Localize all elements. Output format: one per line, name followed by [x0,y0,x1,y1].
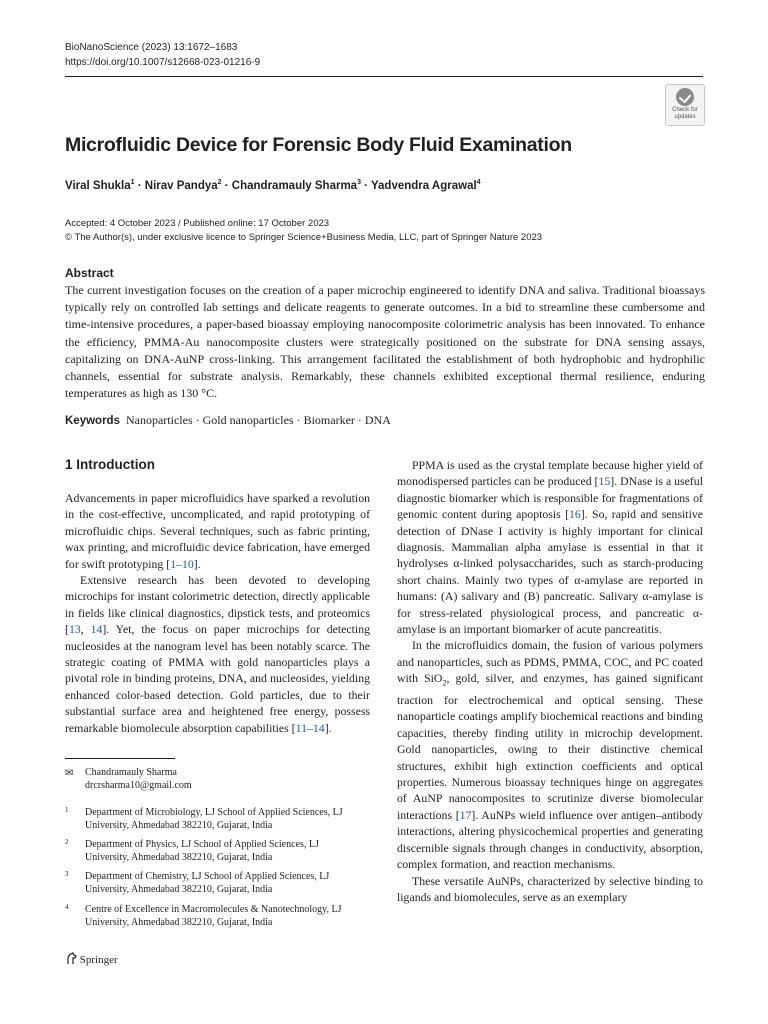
keywords [65,413,391,428]
affiliation-number: 1 [65,806,69,814]
publisher-footer [65,952,118,966]
paragraph: Advancements in paper microfluidics have sparked a revolution in the cost-effective, uncomplicated, and rapid prototyping of microfluidic chips. Several techniques, such as fabric printing, wax printing, and microfluidic device fabrication, have emerged for swift prototyping [1–10]. [65,491,370,571]
publisher-name: Springer [79,954,118,966]
publication-dates: Accepted: 4 October 2023 / Published online: 17 October 2023 [65,218,330,229]
subscript: 2 [442,678,447,688]
springer-horse-icon [65,952,77,965]
keywords-label: Keywords [65,415,120,427]
citation-link[interactable]: 16 [569,507,581,522]
author-affil-sup: 3 [357,179,361,186]
citation-link[interactable]: 1–10 [170,556,194,571]
paragraph: Extensive research has been devoted to developing microchips for instant colorimetric detection, directly applicable in fields like clinical diagnostics, dipstick tests, and proteomics [13, 14]. Yet, the focus on paper microchips for detecting nucleosides at the nanogram level has been notably scarce. The strategic coating of PMMA with gold nanoparticles plays a pivotal role in binding proteins, DNA, and nucleosides, yielding enhanced color-based detection. Gold particles, due to their substantial surface area and heightened free energy, possess remarkable biomolecule absorption capabilities [11–14]. [65,573,370,735]
author-name[interactable]: Yadvendra Agrawal [370,179,477,192]
badge-line1: Check for [672,107,698,113]
envelope-icon: ✉ [65,768,74,779]
author-name[interactable]: Chandramauly Sharma [231,179,358,192]
body-column-right [397,457,703,905]
corresponding-author: Chandramauly Sharma [85,767,177,778]
affiliation-text: Department of Physics, LJ School of Applied Sciences, LJ University, Ahmedabad 382210, Gujarat, India [85,839,319,863]
affiliation [65,806,365,832]
citation-link[interactable]: 15 [598,474,611,489]
header-rule [65,76,703,77]
check-icon [676,88,694,106]
author-separator: · [360,179,371,192]
author-name[interactable]: Nirav Pandya [144,179,218,192]
paragraph: These versatile AuNPs, characterized by selective binding to ligands and biomolecules, serve as an exemplary [397,873,703,904]
author-affil-sup: 2 [217,179,222,186]
paragraph: PPMA is used as the crystal template because higher yield of monodispersed particles can be produced [15]. DNase is a useful diagnostic biomarker which is responsible for fragmentations of genomic content during apoptosis [16]. So, rapid and sensitive detection of DNase I activity is highly important for clinical diagnosis. Mammalian alpha amylase is essential in that it hydrolyses α-linked polysaccharides, such as starch-producing short chains. Mainly two types of α-amylase are reported in humans: (A) salivary and (B) pancreatic. Salivary α-amylase is for stress-related physiological process, and pancreatic α-amylase is an important biomarker of acute pancreatitis. [397,458,703,637]
author-separator: · [221,179,232,192]
affiliation-text: Centre of Excellence in Macromolecules & Nanotechnology, LJ University, Ahmedabad 382210, Gujarat, India [85,904,342,928]
paragraph: In the microfluidics domain, the fusion of various polymers and nanoparticles, such as PDMS, PMMA, COC, and PC coated with SiO$_2$, gold, silver, and enzymes, has gained significant traction for electrochemical and optical sensing. These nanoparticle coatings amplify biochemical reactions and binding capacities, thereby finding utility in microchip development. Gold nanoparticles, owing to their distinctive chemical structures, exhibit high extinction coefficients and optical properties. Numerous bioassay techniques hinge on aggregates of AuNP nanocomposites to scrutinize diverse biomolecular interactions [17]. AuNPs wield influence over antigen–antibody interactions, altering physicochemical properties and generating discernible signals through changes in conductivity, absorption, complex formation, and reaction mechanisms. [397,638,703,872]
author-list [65,179,481,192]
section-heading-introduction: 1 Introduction [65,457,155,472]
corresponding-email[interactable]: drcrsharma10@gmail.com [85,780,192,791]
affiliation-number: 4 [65,903,69,911]
affiliation-text: Department of Chemistry, LJ School of Applied Sciences, LJ University, Ahmedabad 382210, Gujarat, India [85,871,330,895]
keywords-list: Nanoparticles · Gold nanoparticles · Biomarker · DNA [125,413,391,427]
check-for-updates-badge[interactable] [665,84,705,126]
affiliation [65,838,365,864]
author-separator: · [134,179,145,192]
abstract-text: The current investigation focuses on the creation of a paper microchip engineered to identify DNA and saliva. Traditional bioassays typically rely on controlled lab settings and delicate reagents to generate outcomes. In a bid to streamline these cumbersome and time-intensive procedures, a paper-based bioassay employing nanocomposite colorimetric analysis has been innovated. To enhance the efficiency, PMMA-Au nanocomposite clusters were strategically positioned on the substrate for DNA sensing assays, capitalizing on DNA-AuNP cross-linking. This arrangement facilitated the establishment of both hydrophobic and hydrophilic channels, essential for substrate analysis. Remarkably, these channels exhibited exceptional thermal resilience, enduring temperatures as high as 130 °C. [65,283,705,401]
citation-link[interactable]: 17 [459,807,472,822]
correspondence [65,766,192,792]
author-affil-sup: 4 [476,179,481,186]
abstract-heading: Abstract [65,266,114,280]
citation-link[interactable]: 11–14 [295,720,325,735]
copyright-notice: © The Author(s), under exclusive licence to Springer Science+Business Media, LLC, part of Springer Nature 2023 [65,232,543,243]
body-column-left [65,490,370,736]
footnote-rule [65,758,175,759]
author-affil-sup: 1 [130,179,135,186]
citation-link[interactable]: 14 [90,622,103,637]
affiliation-number: 3 [65,870,69,878]
citation-link[interactable]: 13 [68,622,81,637]
journal-header [65,40,260,70]
author-name[interactable]: Viral Shukla [65,179,131,192]
journal-citation: BioNanoScience (2023) 13:1672–1683 [65,42,238,53]
affiliation [65,870,365,896]
publication-info [65,217,542,245]
article-title: Microfluidic Device for Forensic Body Fluid Examination [65,134,572,156]
affiliation-text: Department of Microbiology, LJ School of Applied Sciences, LJ University, Ahmedabad 382210, Gujarat, India [85,807,343,831]
affiliation [65,903,365,929]
affiliation-number: 2 [65,838,69,846]
badge-line2: updates [674,113,696,120]
doi-link[interactable]: https://doi.org/10.1007/s12668-023-01216-9 [65,57,261,68]
